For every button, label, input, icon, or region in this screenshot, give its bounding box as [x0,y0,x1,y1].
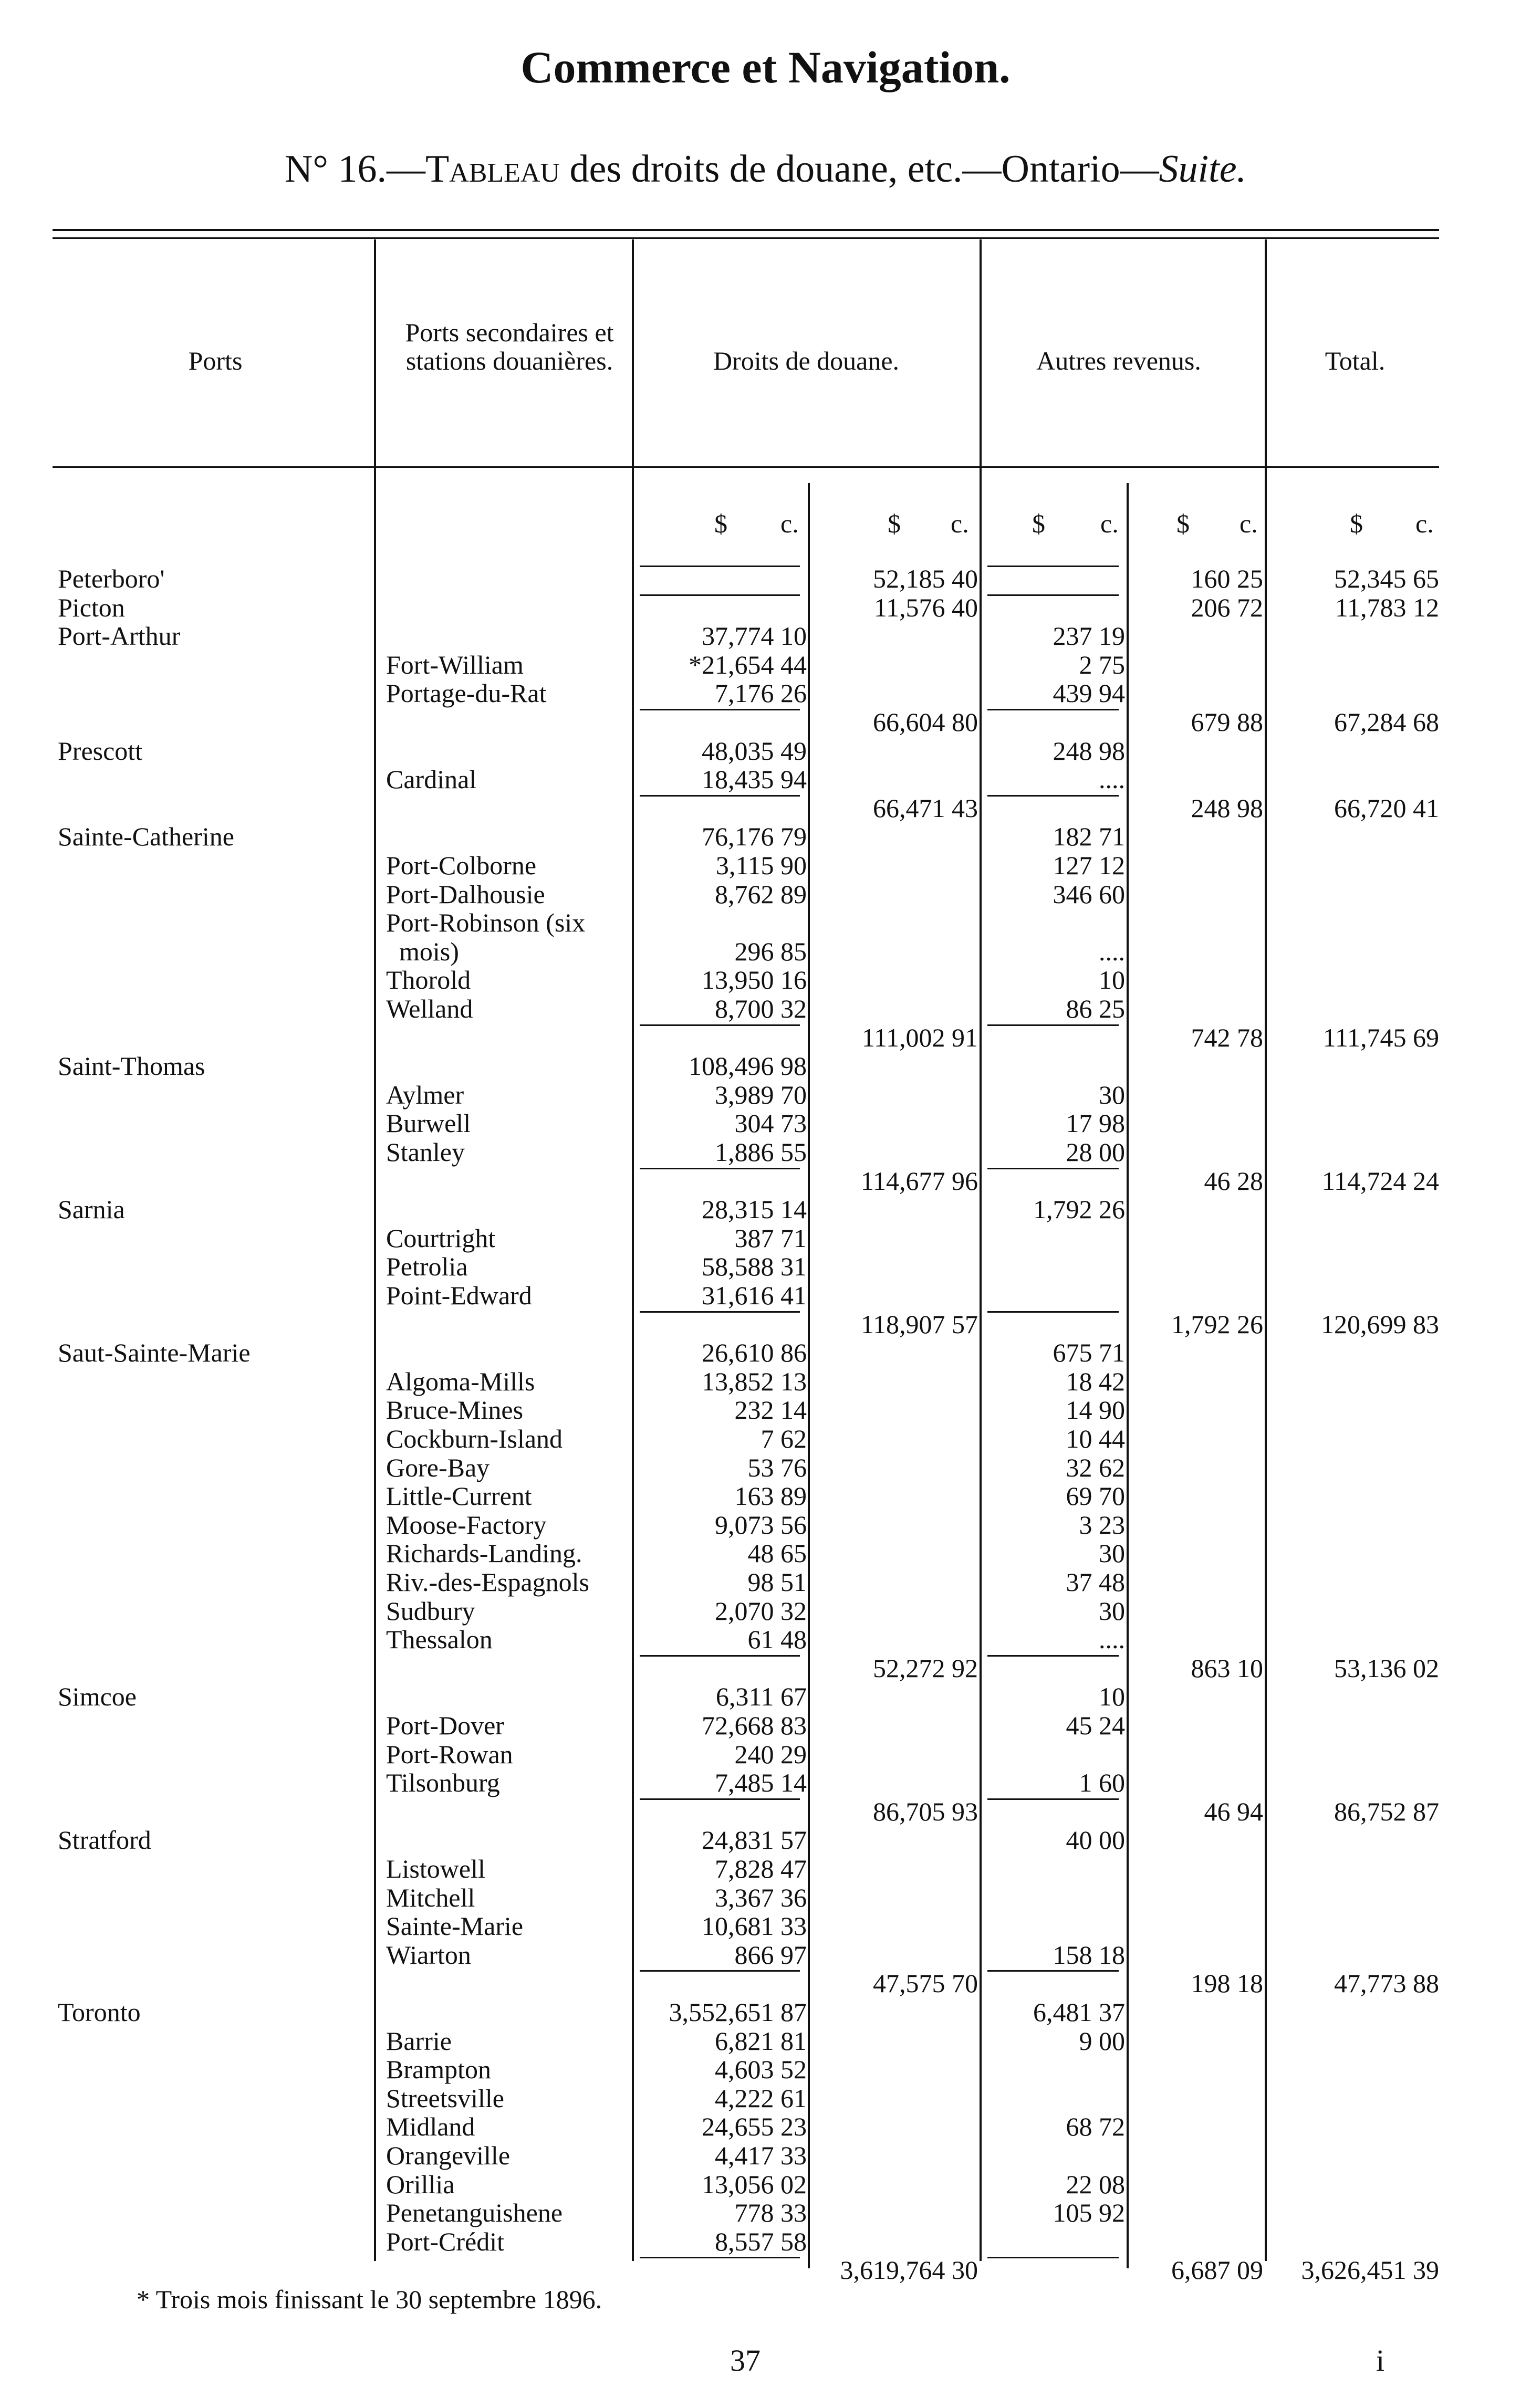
duty-value: 48,035 49 [702,736,807,766]
port-name: Saut-Sainte-Marie [58,1338,251,1368]
subtotal-rule [987,1970,1119,1972]
secondary-port-name: Stanley [386,1137,465,1167]
duty-value: 76,176 79 [702,822,807,852]
col-header-duties: Droits de douane. [713,346,900,375]
secondary-port-name: Port-Rowan [386,1739,513,1769]
port-name: Port-Arthur [58,621,181,651]
duty-value: 26,610 86 [702,1338,807,1368]
subtotal-rule [640,566,800,567]
duty-value: 72,668 83 [702,1711,807,1740]
secondary-port-name: Wiarton [386,1940,471,1970]
duty-value: 53 76 [747,1452,807,1482]
secondary-port-name: Bruce-Mines [386,1395,524,1425]
page-title: Commerce et Navigation. [520,42,1011,92]
duty-value: 232 14 [734,1395,807,1425]
header-rule [53,466,1439,468]
grand-total: 66,720 41 [1334,793,1439,823]
duty-value: 18,435 94 [702,765,807,794]
subtotal-rule [987,709,1119,710]
duty-total: 66,471 43 [873,793,978,823]
col-separator-3 [808,483,810,2268]
duty-total: 47,575 70 [873,1969,978,1998]
port-name: Sainte-Catherine [58,822,234,852]
unit-cents-5: c. [1415,509,1434,538]
duty-value: *21,654 44 [689,650,807,679]
grand-total: 53,136 02 [1334,1653,1439,1683]
col-header-ports: Ports [188,346,243,375]
other-value: 675 71 [1053,1338,1125,1368]
duty-value: 7,828 47 [715,1854,807,1883]
other-value: 22 08 [1066,2169,1125,2199]
duty-value: 387 71 [734,1223,807,1253]
other-value: .... [1099,1625,1125,1655]
duty-total: 66,604 80 [873,707,978,737]
duty-total: 114,677 96 [860,1166,978,1196]
other-value: 346 60 [1053,879,1125,909]
subtotal-rule [640,1970,800,1972]
secondary-port-name: Penetanguishene [386,2198,563,2228]
secondary-port-name: Petrolia [386,1252,468,1282]
port-name: Picton [58,592,125,622]
port-name: Saint-Thomas [58,1051,205,1081]
other-value: 6,481 37 [1033,1997,1125,2027]
other-value: 182 71 [1053,822,1125,852]
duty-value: 3,552,651 87 [669,1997,807,2027]
secondary-port-name: Tilsonburg [386,1768,500,1798]
grand-total: 114,724 24 [1321,1166,1439,1196]
other-value: 10 44 [1066,1424,1125,1453]
port-name: Simcoe [58,1682,137,1712]
unit-cents-3: c. [1100,509,1119,538]
grand-total: 52,345 65 [1334,564,1439,593]
subtotal-rule [640,594,800,596]
other-total: 6,687 09 [1171,2255,1263,2285]
other-value: 237 19 [1053,621,1125,651]
unit-cents-1: c. [780,509,799,538]
duty-total: 111,002 91 [861,1022,978,1052]
duty-value: 9,073 56 [715,1510,807,1540]
duty-value: 48 65 [747,1538,807,1568]
duty-value: 240 29 [734,1739,807,1769]
secondary-port-name: Burwell [386,1108,471,1138]
subtotal-rule [987,566,1119,567]
other-value: 1,792 26 [1033,1195,1125,1224]
duty-value: 3,989 70 [715,1080,807,1109]
unit-dollar-1: $ [714,509,727,538]
subtotal-rule [987,795,1119,797]
col-separator-6 [1265,239,1267,2261]
secondary-port-name: Richards-Landing. [386,1538,582,1568]
subtotal-rule [987,1024,1119,1026]
duty-value: 28,315 14 [702,1195,807,1224]
secondary-port-name: Cardinal [386,765,477,794]
secondary-port-name: Orillia [386,2169,455,2199]
other-value: 17 98 [1066,1108,1125,1138]
col-separator-4 [980,239,982,2261]
other-value: 30 [1099,1080,1125,1109]
duty-value: 108,496 98 [689,1051,807,1081]
other-value: 32 62 [1066,1452,1125,1482]
secondary-port-name: Port-Robinson (six [386,908,586,938]
subtotal-rule [640,1798,800,1800]
duty-value: 7,485 14 [715,1768,807,1798]
secondary-port-name: Courtright [386,1223,496,1253]
secondary-port-name: Thorold [386,965,471,995]
col-separator-1 [374,239,376,2261]
duty-value: 2,070 32 [715,1596,807,1626]
duty-value: 13,852 13 [702,1366,807,1396]
other-value: 45 24 [1066,1711,1125,1740]
duty-total: 11,576 40 [873,592,978,622]
top-rule [53,229,1439,231]
other-value: 30 [1099,1596,1125,1626]
other-value: 10 [1099,1682,1125,1712]
other-value: .... [1099,936,1125,966]
secondary-port-name: Cockburn-Island [386,1424,563,1453]
other-total: 198 18 [1191,1969,1263,1998]
secondary-port-name: Barrie [386,2026,452,2056]
secondary-port-name: Aylmer [386,1080,464,1109]
table-description: des droits de douane, etc.—Ontario— [560,148,1159,191]
secondary-port-name: Listowell [386,1854,485,1883]
page-letter: i [1376,2343,1385,2378]
grand-total: 47,773 88 [1334,1969,1439,1998]
duty-total: 52,185 40 [873,564,978,593]
duty-value: 37,774 10 [702,621,807,651]
duty-value: 304 73 [734,1108,807,1138]
secondary-port-name: Port-Colborne [386,851,537,880]
other-value: 37 48 [1066,1567,1125,1597]
duty-value: 6,311 67 [715,1682,807,1712]
duty-value: 3,115 90 [715,851,807,880]
subtotal-rule [640,1311,800,1313]
other-value: 2 75 [1079,650,1125,679]
other-value: 68 72 [1066,2112,1125,2142]
other-value: 18 42 [1066,1366,1125,1396]
other-value: 9 00 [1079,2026,1125,2056]
duty-value: 4,222 61 [715,2083,807,2113]
duty-value: 1,886 55 [715,1137,807,1167]
secondary-port-name: Port-Crédit [386,2226,504,2256]
secondary-port-name: Brampton [386,2055,491,2085]
table-number: N° 16.— [284,148,425,191]
table-label: Tableau [425,148,560,191]
grand-total: 11,783 12 [1335,592,1439,622]
other-value: 10 [1099,965,1125,995]
duty-value: 61 48 [747,1625,807,1655]
unit-cents-2: c. [951,509,969,538]
grand-total: 67,284 68 [1334,707,1439,737]
port-name: Sarnia [58,1195,125,1224]
duty-value: 296 85 [734,936,807,966]
col-header-secondary: Ports secondaires et stations douanières. [405,318,614,375]
duty-value: 58,588 31 [702,1252,807,1282]
duty-total: 86,705 93 [873,1796,978,1826]
other-value: 30 [1099,1538,1125,1568]
secondary-port-name: Port-Dalhousie [386,879,545,909]
other-total: 863 10 [1191,1653,1263,1683]
secondary-port-name: Gore-Bay [386,1452,490,1482]
other-value: 127 12 [1053,851,1125,880]
other-value: 105 92 [1053,2198,1125,2228]
duty-value: 24,655 23 [702,2112,807,2142]
subtotal-rule [987,594,1119,596]
duty-value: 7 62 [761,1424,807,1453]
subtotal-rule [987,1655,1119,1657]
grand-total: 111,745 69 [1322,1022,1439,1052]
duty-value: 4,417 33 [715,2141,807,2170]
other-value: 1 60 [1079,1768,1125,1798]
other-value: 248 98 [1053,736,1125,766]
duty-value: 98 51 [747,1567,807,1597]
duty-value: 4,603 52 [715,2055,807,2085]
grand-total: 120,699 83 [1321,1309,1439,1339]
subtotal-rule [640,1655,800,1657]
duty-value: 8,762 89 [715,879,807,909]
secondary-port-name: Algoma-Mills [386,1366,535,1396]
secondary-port-name: Portage-du-Rat [386,678,547,708]
duty-value: 866 97 [734,1940,807,1970]
other-total: 46 28 [1204,1166,1263,1196]
page-number: 37 [730,2343,761,2378]
other-value: 69 70 [1066,1481,1125,1511]
unit-dollar-2: $ [888,509,901,538]
other-value: 86 25 [1066,994,1125,1023]
other-value: 3 23 [1079,1510,1125,1540]
unit-dollar-5: $ [1350,509,1363,538]
duty-value: 8,700 32 [715,994,807,1023]
duty-total: 52,272 92 [873,1653,978,1683]
col-separator-5 [1127,483,1129,2268]
secondary-port-name: mois) [386,936,459,966]
table-suite: Suite. [1159,148,1247,191]
secondary-port-name: Point-Edward [386,1281,532,1310]
unit-dollar-3: $ [1032,509,1045,538]
secondary-port-name: Orangeville [386,2141,511,2170]
unit-cents-4: c. [1240,509,1258,538]
other-value: 28 00 [1066,1137,1125,1167]
other-value: 158 18 [1053,1940,1125,1970]
other-total: 1,792 26 [1171,1309,1263,1339]
other-total: 46 94 [1204,1796,1263,1826]
other-total: 248 98 [1191,793,1263,823]
footnote: * Trois mois finissant le 30 septembre 1896. [137,2285,602,2314]
secondary-port-name: Little-Current [386,1481,532,1511]
subtotal-rule [987,1311,1119,1313]
top-rule-2 [53,237,1439,239]
duty-value: 13,950 16 [702,965,807,995]
duty-total: 3,619,764 30 [840,2255,978,2285]
subtotal-rule [640,1024,800,1026]
other-total: 679 88 [1191,707,1263,737]
secondary-port-name: Thessalon [386,1625,493,1655]
secondary-port-name: Mitchell [386,1882,475,1912]
col-header-other: Autres revenus. [1036,346,1201,375]
other-total: 160 25 [1191,564,1263,593]
secondary-port-name: Port-Dover [386,1711,504,1740]
port-name: Prescott [58,736,143,766]
duty-value: 10,681 33 [702,1911,807,1941]
other-total: 206 72 [1191,592,1263,622]
other-value: 40 00 [1066,1825,1125,1855]
port-name: Peterboro' [58,564,165,593]
port-name: Stratford [58,1825,151,1855]
duty-value: 8,557 58 [715,2226,807,2256]
unit-dollar-4: $ [1176,509,1190,538]
secondary-port-name: Sudbury [386,1596,475,1626]
duty-total: 118,907 57 [860,1309,978,1339]
other-value: 439 94 [1053,678,1125,708]
grand-total: 3,626,451 39 [1301,2255,1439,2285]
secondary-port-name: Welland [386,994,473,1023]
subtotal-rule [640,709,800,710]
duty-value: 3,367 36 [715,1882,807,1912]
other-value: .... [1099,765,1125,794]
secondary-port-name: Moose-Factory [386,1510,547,1540]
table-title [0,147,1531,192]
duty-value: 6,821 81 [715,2026,807,2056]
port-name: Toronto [58,1997,141,2027]
subtotal-rule [640,1168,800,1169]
subtotal-rule [987,1168,1119,1169]
other-total: 742 78 [1191,1022,1263,1052]
secondary-port-name: Streetsville [386,2083,504,2113]
duty-value: 24,831 57 [702,1825,807,1855]
subtotal-rule [987,2257,1119,2258]
col-separator-2 [632,239,634,2261]
secondary-port-name: Riv.-des-Espagnols [386,1567,589,1597]
duty-value: 7,176 26 [715,678,807,708]
duty-value: 778 33 [734,2198,807,2228]
secondary-port-name: Sainte-Marie [386,1911,524,1941]
duty-value: 163 89 [734,1481,807,1511]
subtotal-rule [640,795,800,797]
grand-total: 86,752 87 [1334,1796,1439,1826]
other-value: 14 90 [1066,1395,1125,1425]
duty-value: 13,056 02 [702,2169,807,2199]
subtotal-rule [640,2257,800,2258]
secondary-port-name: Midland [386,2112,475,2142]
subtotal-rule [987,1798,1119,1800]
secondary-port-name: Fort-William [386,650,524,679]
col-header-total: Total. [1325,346,1386,375]
duty-value: 31,616 41 [702,1281,807,1310]
